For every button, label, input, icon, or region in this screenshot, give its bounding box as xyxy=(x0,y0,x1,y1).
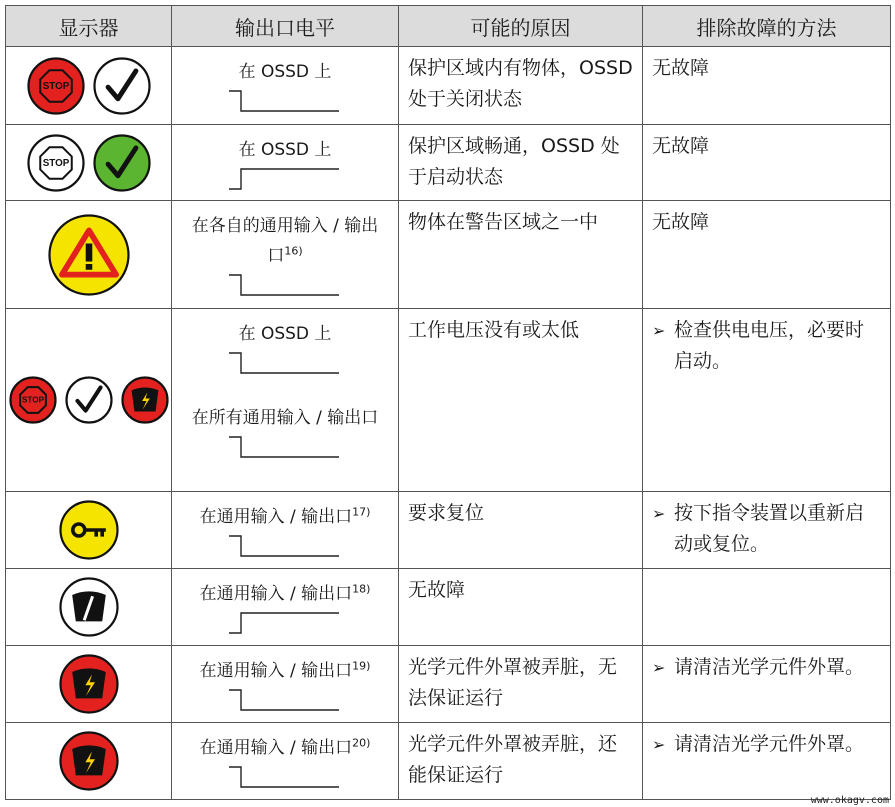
remedy-cell xyxy=(643,569,891,646)
possible-cause-cell: 物体在警告区域之一中 xyxy=(399,201,643,309)
remedy-text: 请清洁光学元件外罩。 xyxy=(674,733,865,755)
output-level-cell xyxy=(172,646,399,723)
footnote-ref: 16) xyxy=(284,244,303,258)
warning-triangle-icon xyxy=(48,214,130,296)
arrow-bullet-icon: ➢ xyxy=(652,321,666,340)
table-row xyxy=(6,723,891,800)
possible-cause-cell: 光学元件外罩被弄脏，无法保证运行 xyxy=(399,646,643,723)
check-white-icon xyxy=(65,376,113,424)
remedy-cell xyxy=(643,201,891,309)
display-icons xyxy=(6,57,171,115)
svg-text:STOP: STOP xyxy=(21,395,44,405)
footnote-ref: 19) xyxy=(352,659,371,673)
stop-white-icon xyxy=(27,134,85,192)
output-level-cell xyxy=(172,492,399,569)
wiper-white-icon xyxy=(59,577,119,637)
signal-level-waveform-low xyxy=(229,534,341,558)
wiper-red-icon xyxy=(59,654,119,714)
display-icons xyxy=(6,376,171,424)
table-row xyxy=(6,125,891,201)
wiper-red-icon xyxy=(121,376,169,424)
remedy-text: 检查供电电压，必要时启动。 xyxy=(674,319,865,372)
signal-level-waveform-low xyxy=(229,688,341,712)
watermark: www.okagv.com xyxy=(810,795,889,806)
signal-level-waveform-high xyxy=(229,611,341,635)
table-row xyxy=(6,646,891,723)
remedy-cell xyxy=(643,309,891,492)
display-icons xyxy=(6,577,171,637)
wiper-red-icon xyxy=(59,731,119,791)
remedy-cell xyxy=(643,723,891,800)
possible-cause-cell: 要求复位 xyxy=(399,492,643,569)
possible-cause-cell: 光学元件外罩被弄脏，还能保证运行 xyxy=(399,723,643,800)
output-level-text: 在通用输入 / 输出口 xyxy=(199,661,353,681)
output-level-cell xyxy=(172,309,399,492)
stop-red-icon xyxy=(27,57,85,115)
table-row xyxy=(6,309,891,492)
table-header-row xyxy=(6,6,891,47)
output-level-text: 在所有通用输入 / 输出口 xyxy=(191,408,379,428)
display-cell xyxy=(6,309,172,492)
display-cell xyxy=(6,492,172,569)
possible-cause-cell: 无故障 xyxy=(399,569,643,646)
remedy-cell xyxy=(643,125,891,201)
remedy-cell xyxy=(643,492,891,569)
display-cell xyxy=(6,646,172,723)
footnote-ref: 18) xyxy=(352,582,371,596)
remedy-text: 请清洁光学元件外罩。 xyxy=(674,656,865,678)
remedy-cell xyxy=(643,47,891,125)
output-level-text: 在 OSSD 上 xyxy=(238,324,332,344)
display-icons xyxy=(6,731,171,791)
svg-text:STOP: STOP xyxy=(42,157,69,169)
header-remedy: 排除故障的方法 xyxy=(643,6,891,47)
signal-level-waveform-low xyxy=(229,435,341,459)
key-yellow-icon xyxy=(59,500,119,560)
table-row xyxy=(6,201,891,309)
output-level-cell xyxy=(172,569,399,646)
output-level-text: 在 OSSD 上 xyxy=(238,62,332,82)
possible-cause-cell: 保护区域畅通，OSSD 处于启动状态 xyxy=(399,125,643,201)
possible-cause-cell: 保护区域内有物体，OSSD 处于关闭状态 xyxy=(399,47,643,125)
display-cell xyxy=(6,569,172,646)
arrow-bullet-icon: ➢ xyxy=(652,658,666,677)
display-cell xyxy=(6,125,172,201)
signal-level-waveform-low xyxy=(229,765,341,789)
check-white-icon xyxy=(93,57,151,115)
output-level-text: 在通用输入 / 输出口 xyxy=(199,738,353,758)
display-cell xyxy=(6,201,172,309)
remedy-cell xyxy=(643,646,891,723)
output-level-cell xyxy=(172,723,399,800)
output-level-cell xyxy=(172,47,399,125)
remedy-bullet xyxy=(652,315,882,377)
display-icons xyxy=(6,134,171,192)
output-level-cell xyxy=(172,201,399,309)
output-level-cell xyxy=(172,125,399,201)
remedy-bullet xyxy=(652,729,882,760)
display-cell xyxy=(6,723,172,800)
table-row xyxy=(6,569,891,646)
stop-red-icon xyxy=(9,376,57,424)
arrow-bullet-icon: ➢ xyxy=(652,504,666,523)
signal-level-waveform-low xyxy=(229,273,341,297)
signal-level-waveform-high xyxy=(229,167,341,191)
remedy-bullet xyxy=(652,652,882,683)
signal-level-waveform-low xyxy=(229,89,341,113)
footnote-ref: 20) xyxy=(352,736,371,750)
header-output-level: 输出口电平 xyxy=(172,6,399,47)
output-level-text: 在通用输入 / 输出口 xyxy=(199,507,353,527)
output-level-text: 在 OSSD 上 xyxy=(238,140,332,160)
remedy-text: 无故障 xyxy=(652,57,710,79)
remedy-text: 无故障 xyxy=(652,135,710,157)
header-possible-cause: 可能的原因 xyxy=(399,6,643,47)
remedy-text: 按下指令装置以重新启动或复位。 xyxy=(674,502,865,555)
output-level-text: 在通用输入 / 输出口 xyxy=(199,584,353,604)
display-icons xyxy=(6,500,171,560)
display-icons xyxy=(6,654,171,714)
display-icons xyxy=(6,214,171,296)
diagnostics-table xyxy=(5,5,891,800)
check-green-icon xyxy=(93,134,151,192)
table-row xyxy=(6,492,891,569)
svg-text:STOP: STOP xyxy=(42,80,69,92)
signal-level-waveform-low xyxy=(229,351,341,375)
table-row xyxy=(6,47,891,125)
arrow-bullet-icon: ➢ xyxy=(652,735,666,754)
possible-cause-cell: 工作电压没有或太低 xyxy=(399,309,643,492)
remedy-text: 无故障 xyxy=(652,211,710,233)
footnote-ref: 17) xyxy=(352,505,371,519)
remedy-bullet xyxy=(652,498,882,560)
header-display: 显示器 xyxy=(6,6,172,47)
display-cell xyxy=(6,47,172,125)
output-level-text: 在各自的通用输入 / 输出口 xyxy=(191,216,379,266)
